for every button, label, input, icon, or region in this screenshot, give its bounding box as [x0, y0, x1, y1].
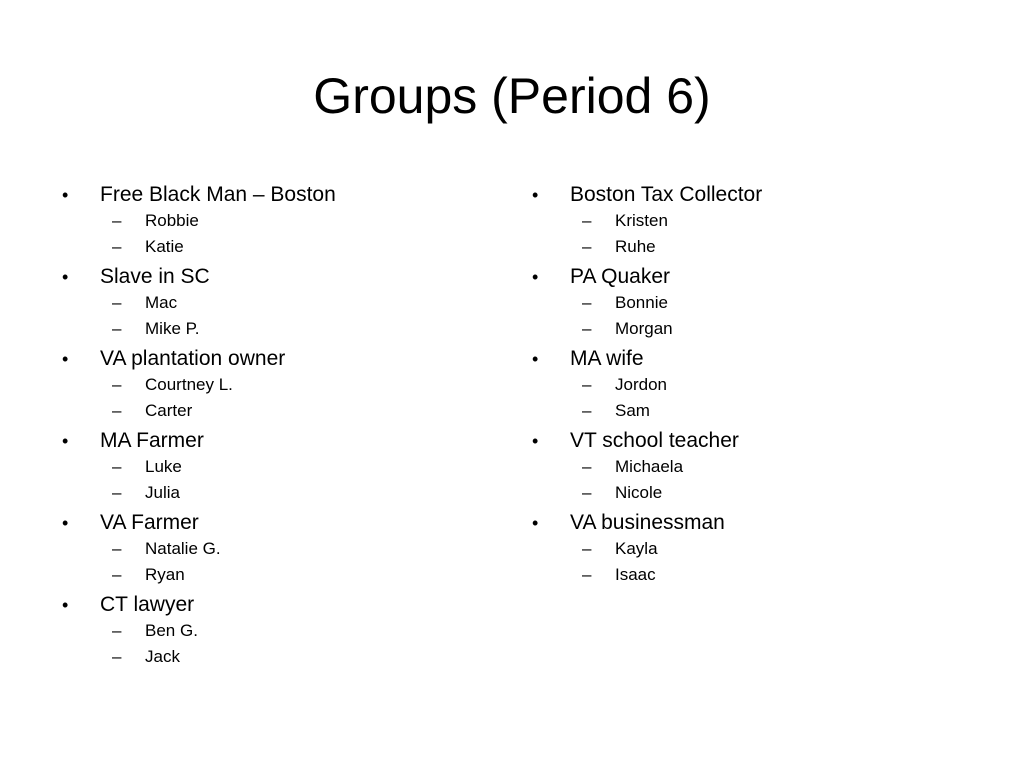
member-name: Michaela	[615, 457, 684, 476]
group-heading	[62, 182, 492, 208]
member-name: Ruhe	[615, 237, 656, 256]
group-heading	[62, 264, 492, 290]
member-item	[532, 536, 962, 562]
member-item	[532, 316, 962, 342]
member-name: Ben G.	[145, 621, 198, 640]
group-item	[532, 510, 962, 592]
dash-icon: –	[112, 483, 122, 502]
dash-icon: –	[112, 237, 122, 256]
group-role: MA Farmer	[100, 429, 204, 452]
group-heading	[62, 346, 492, 372]
dash-icon: –	[582, 401, 592, 420]
group-item	[62, 510, 492, 592]
member-name: Carter	[145, 401, 193, 420]
bullet-icon: •	[62, 267, 69, 287]
group-item	[62, 264, 492, 346]
group-role: Boston Tax Collector	[570, 183, 763, 206]
group-item	[532, 346, 962, 428]
left-column	[62, 182, 492, 674]
member-item	[532, 454, 962, 480]
dash-icon: –	[112, 319, 122, 338]
group-role: Free Black Man – Boston	[100, 183, 336, 206]
bullet-icon: •	[532, 267, 539, 287]
dash-icon: –	[582, 539, 592, 558]
group-item	[532, 182, 962, 264]
group-item	[532, 264, 962, 346]
right-column	[532, 182, 962, 592]
group-item	[62, 592, 492, 674]
member-name: Jordon	[615, 375, 667, 394]
member-name: Sam	[615, 401, 650, 420]
member-item	[62, 234, 492, 260]
dash-icon: –	[112, 457, 122, 476]
group-item	[62, 428, 492, 510]
member-item	[62, 398, 492, 424]
member-item	[62, 480, 492, 506]
group-role: CT lawyer	[100, 593, 195, 616]
member-item	[62, 290, 492, 316]
dash-icon: –	[582, 565, 592, 584]
member-item	[532, 372, 962, 398]
dash-icon: –	[112, 375, 122, 394]
group-heading	[62, 428, 492, 454]
group-heading	[532, 264, 962, 290]
member-item	[532, 562, 962, 588]
member-item	[62, 208, 492, 234]
dash-icon: –	[112, 293, 122, 312]
member-name: Mac	[145, 293, 178, 312]
member-name: Kayla	[615, 539, 658, 558]
dash-icon: –	[582, 375, 592, 394]
bullet-icon: •	[532, 185, 539, 205]
bullet-icon: •	[62, 595, 69, 615]
member-name: Bonnie	[615, 293, 668, 312]
bullet-icon: •	[532, 513, 539, 533]
member-item	[62, 562, 492, 588]
dash-icon: –	[112, 211, 122, 230]
group-heading	[532, 510, 962, 536]
dash-icon: –	[582, 319, 592, 338]
dash-icon: –	[582, 483, 592, 502]
group-heading	[532, 346, 962, 372]
bullet-icon: •	[532, 431, 539, 451]
dash-icon: –	[112, 621, 122, 640]
member-name: Courtney L.	[145, 375, 233, 394]
member-item	[532, 290, 962, 316]
bullet-icon: •	[532, 349, 539, 369]
bullet-icon: •	[62, 349, 69, 369]
member-name: Kristen	[615, 211, 668, 230]
member-name: Julia	[145, 483, 180, 502]
member-name: Mike P.	[145, 319, 200, 338]
member-name: Katie	[145, 237, 184, 256]
slide-title: Groups (Period 6)	[313, 68, 711, 124]
dash-icon: –	[582, 237, 592, 256]
dash-icon: –	[112, 401, 122, 420]
group-heading	[62, 592, 492, 618]
member-item	[62, 454, 492, 480]
member-item	[62, 644, 492, 670]
member-item	[62, 316, 492, 342]
dash-icon: –	[112, 539, 122, 558]
dash-icon: –	[582, 457, 592, 476]
member-item	[62, 618, 492, 644]
group-role: VT school teacher	[570, 429, 739, 452]
member-item	[532, 208, 962, 234]
member-item	[62, 536, 492, 562]
member-name: Nicole	[615, 483, 663, 502]
group-heading	[62, 510, 492, 536]
group-item	[62, 346, 492, 428]
bullet-icon: •	[62, 513, 69, 533]
group-role: PA Quaker	[570, 265, 670, 288]
member-item	[532, 234, 962, 260]
group-heading	[532, 182, 962, 208]
group-role: MA wife	[570, 347, 644, 370]
member-item	[532, 398, 962, 424]
group-heading	[532, 428, 962, 454]
group-item	[532, 428, 962, 510]
dash-icon: –	[582, 293, 592, 312]
dash-icon: –	[112, 647, 122, 666]
member-name: Ryan	[145, 565, 185, 584]
member-name: Luke	[145, 457, 182, 476]
group-role: VA businessman	[570, 511, 725, 534]
member-item	[532, 480, 962, 506]
dash-icon: –	[112, 565, 122, 584]
dash-icon: –	[582, 211, 592, 230]
group-role: VA Farmer	[100, 511, 199, 534]
member-name: Natalie G.	[145, 539, 221, 558]
group-item	[62, 182, 492, 264]
group-role: VA plantation owner	[100, 347, 286, 370]
member-name: Jack	[145, 647, 180, 666]
member-name: Morgan	[615, 319, 673, 338]
bullet-icon: •	[62, 431, 69, 451]
member-name: Isaac	[615, 565, 656, 584]
group-role: Slave in SC	[100, 265, 210, 288]
member-name: Robbie	[145, 211, 199, 230]
member-item	[62, 372, 492, 398]
bullet-icon: •	[62, 185, 69, 205]
